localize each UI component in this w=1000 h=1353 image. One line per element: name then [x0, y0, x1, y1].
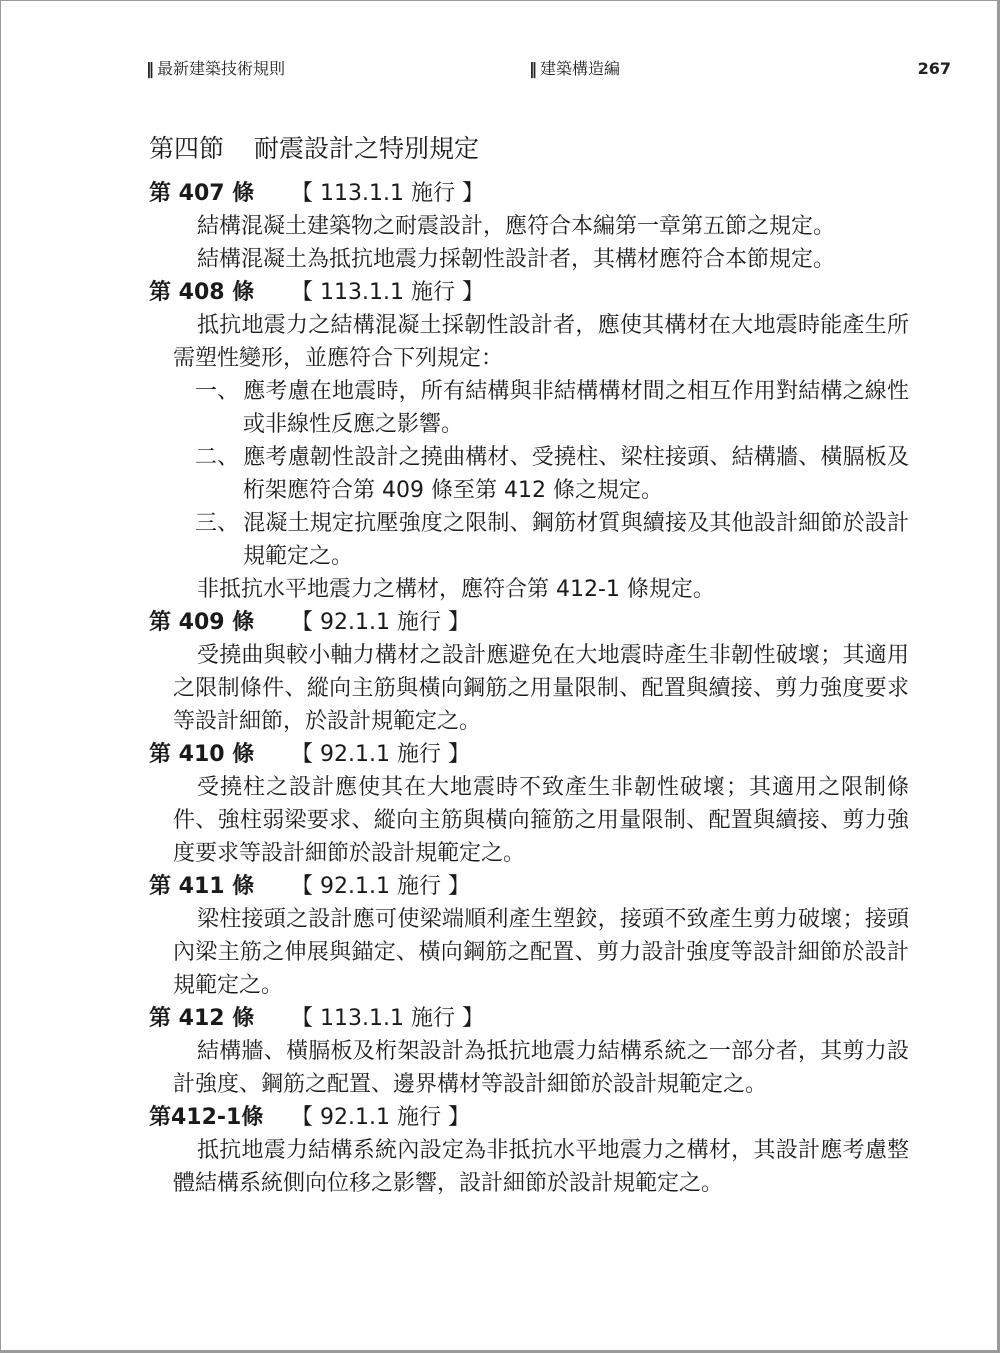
- list-item: [195, 375, 909, 441]
- effective-date: 【 113.1.1 施行 】: [291, 280, 484, 305]
- running-head-book-title: [146, 59, 285, 79]
- page-number: 267: [917, 59, 951, 78]
- article-heading: [149, 606, 909, 639]
- section-number: 第四節: [149, 134, 225, 163]
- article-number: 第 407 條: [149, 181, 255, 206]
- effective-date: 【 92.1.1 施行 】: [291, 610, 470, 635]
- article-heading: [149, 1101, 909, 1134]
- list-item-text: 應考慮在地震時，所有結構與非結構構材間之相互作用對結構之線性或非線性反應之影響。: [243, 379, 909, 437]
- list-item-text: 應考慮韌性設計之撓曲構材、受撓柱、梁柱接頭、結構牆、橫膈板及桁架應符合第 409 條至第 412 條之規定。: [243, 445, 909, 503]
- running-head-chapter-title: [529, 59, 620, 79]
- article-heading: [149, 738, 909, 771]
- section-heading: 耐震設計之特別規定: [254, 134, 480, 163]
- article-409: [149, 606, 909, 738]
- article-412: [149, 1002, 909, 1101]
- article-410: [149, 738, 909, 870]
- book-title: 最新建築技術規則: [157, 59, 286, 78]
- list-item-text: 混凝土規定抗壓強度之限制、鋼筋材質與續接及其他設計細節於設計規範定之。: [243, 511, 909, 569]
- list-item: [195, 507, 909, 573]
- article-heading: [149, 870, 909, 903]
- article-paragraph: 受撓柱之設計應使其在大地震時不致產生非韌性破壞；其適用之限制條件、強柱弱梁要求、縱向主筋與橫向箍筋之用量限制、配置與續接、剪力強度要求等設計細節於設計規範定之。: [173, 775, 909, 866]
- article-heading: [149, 1002, 909, 1035]
- section-title: [149, 129, 909, 169]
- effective-date: 【 92.1.1 施行 】: [291, 742, 470, 767]
- article-paragraph: 結構混凝土建築物之耐震設計，應符合本編第一章第五節之規定。: [197, 214, 836, 239]
- effective-date: 【 92.1.1 施行 】: [291, 874, 470, 899]
- article-heading: [149, 177, 909, 210]
- article-407: [149, 177, 909, 276]
- article-number: 第 412 條: [149, 1006, 255, 1031]
- article-paragraph: 抵抗地震力之結構混凝土採韌性設計者，應使其構材在大地震時能產生所需塑性變形，並應符合下列規定：: [173, 313, 909, 371]
- page-content: [149, 129, 909, 1200]
- separator-bar-icon: ‖: [529, 59, 536, 78]
- article-number: 第 410 條: [149, 742, 255, 767]
- article-paragraph: 結構牆、橫膈板及桁架設計為抵抗地震力結構系統之一部分者，其剪力設計強度、鋼筋之配置、邊界構材等設計細節於設計規範定之。: [173, 1039, 909, 1097]
- article-number: 第 411 條: [149, 874, 255, 899]
- article-number: 第 409 條: [149, 610, 255, 635]
- article-paragraph: 抵抗地震力結構系統內設定為非抵抗水平地震力之構材，其設計應考慮整體結構系統側向位移之影響，設計細節於設計規範定之。: [173, 1138, 909, 1196]
- article-411: [149, 870, 909, 1002]
- article-heading: [149, 276, 909, 309]
- effective-date: 【 113.1.1 施行 】: [291, 1006, 484, 1031]
- list-marker: 二、: [195, 445, 240, 470]
- list-marker: 三、: [195, 511, 240, 536]
- chapter-title: 建築構造編: [540, 59, 621, 78]
- article-number: 第412-1條: [149, 1105, 264, 1130]
- article-412-1: [149, 1101, 909, 1200]
- article-paragraph: 結構混凝土為抵抗地震力採韌性設計者，其構材應符合本節規定。: [197, 247, 836, 272]
- list-marker: 一、: [195, 379, 240, 404]
- article-paragraph: 梁柱接頭之設計應可使梁端順利產生塑鉸，接頭不致產生剪力破壞；接頭內梁主筋之伸展與錨定、橫向鋼筋之配置、剪力設計強度等設計細節於設計規範定之。: [173, 907, 909, 998]
- article-paragraph: 非抵抗水平地震力之構材，應符合第 412-1 條規定。: [197, 577, 715, 602]
- article-number: 第 408 條: [149, 280, 255, 305]
- effective-date: 【 113.1.1 施行 】: [291, 181, 484, 206]
- article-paragraph: 受撓曲與較小軸力構材之設計應避免在大地震時產生非韌性破壞；其適用之限制條件、縱向主筋與橫向鋼筋之用量限制、配置與續接、剪力強度要求等設計細節，於設計規範定之。: [173, 643, 909, 734]
- article-408: [149, 276, 909, 606]
- list-item: [195, 441, 909, 507]
- effective-date: 【 92.1.1 施行 】: [291, 1105, 470, 1130]
- separator-bar-icon: ‖: [146, 59, 153, 78]
